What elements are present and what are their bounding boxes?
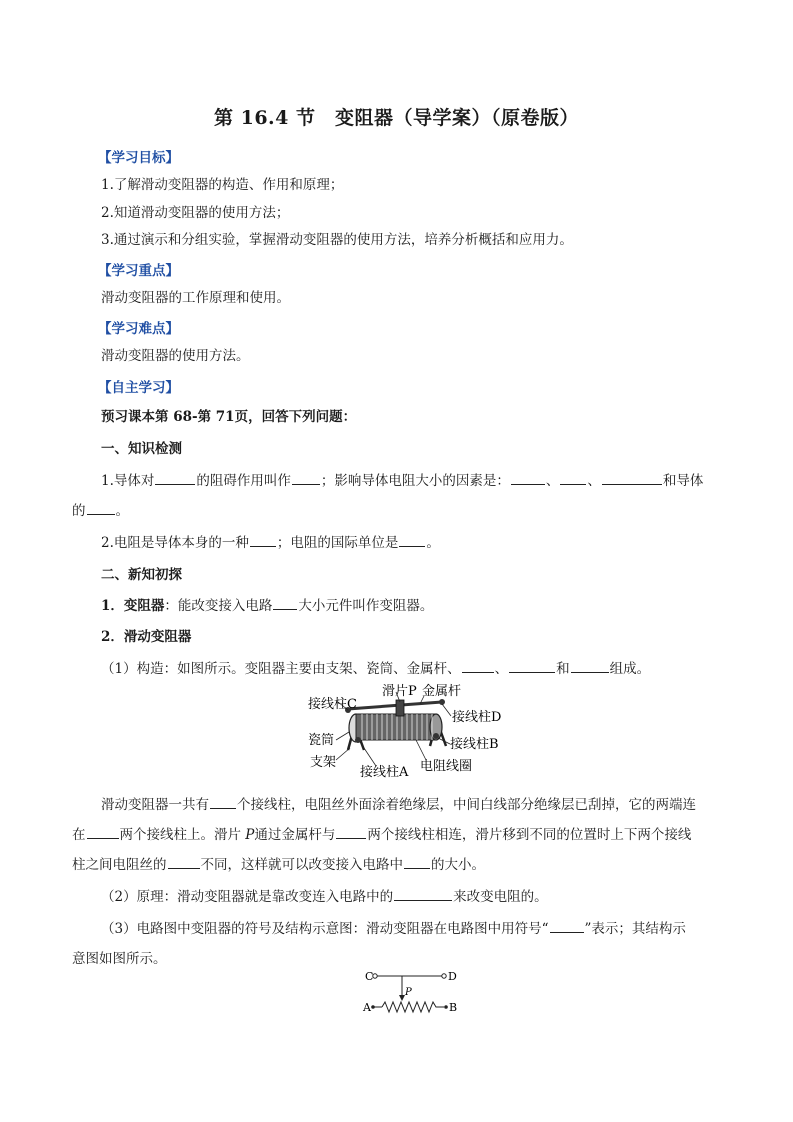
page-title: 第 16.4 节 变阻器（导学案）（原卷版）	[213, 107, 579, 129]
label-terminal-d: 接线柱D	[452, 710, 502, 725]
schematic-label-a: A	[363, 1001, 371, 1014]
label-metal-rod: 金属杆	[422, 684, 462, 699]
answer-blank[interactable]	[87, 502, 115, 515]
schematic-label-d: D	[448, 970, 457, 983]
answer-blank[interactable]	[87, 826, 119, 839]
answer-blank[interactable]	[404, 856, 430, 869]
answer-blank[interactable]	[462, 660, 494, 673]
section-1-varistor: 1．变阻器：能改变接入电路 大小元件叫作变阻器。	[101, 598, 434, 614]
preview-instruction: 预习课本第 68-第 71页，回答下列问题：	[101, 409, 357, 425]
self-study-heading: 【自主学习】	[98, 380, 179, 396]
key-points-heading: 【学习重点】	[98, 263, 179, 279]
symbol-question: （3）电路图中变阻器的符号及结构示意图：滑动变阻器在电路图中用符号“ ”表示；其结构示	[101, 921, 686, 937]
objectives-heading: 【学习目标】	[98, 150, 179, 166]
principle-question: （2）原理：滑动变阻器就是靠改变连入电路中的 来改变电阻的。	[101, 889, 548, 905]
answer-blank[interactable]	[511, 472, 545, 485]
answer-blank[interactable]	[292, 472, 320, 485]
answer-blank[interactable]	[399, 534, 425, 547]
objective-item: 1.了解滑动变阻器的构造、作用和原理；	[101, 177, 344, 193]
answer-blank[interactable]	[560, 472, 586, 485]
part1-heading: 一、知识检测	[101, 441, 182, 457]
question-1-continued: 的 。	[72, 503, 129, 519]
answer-blank[interactable]	[509, 660, 555, 673]
answer-blank[interactable]	[550, 920, 584, 933]
answer-blank[interactable]	[155, 472, 195, 485]
key-points-text: 滑动变阻器的工作原理和使用。	[101, 290, 290, 306]
label-bracket: 支架	[310, 755, 337, 770]
answer-blank[interactable]	[336, 826, 366, 839]
part2-heading: 二、新知初探	[101, 567, 182, 583]
symbol-question-continued: 意图如图所示。	[72, 951, 167, 967]
label-terminal-c: 接线柱C	[308, 697, 357, 712]
answer-blank[interactable]	[602, 472, 662, 485]
terminal-paragraph-line2: 在 两个接线柱上。滑片 P通过金属杆与 两个接线柱相连，滑片移到不同的位置时上下两个接线	[72, 827, 692, 843]
label-terminal-a: 接线柱A	[360, 765, 409, 780]
terminal-paragraph-line1: 滑动变阻器一共有 个接线柱，电阻丝外面涂着绝缘层，中间白线部分绝缘层已刮掉，它的两端连	[101, 797, 696, 813]
section-2-heading: 2．滑动变阻器	[101, 629, 192, 645]
question-2: 2.电阻是导体本身的一种 ；电阻的国际单位是 。	[101, 535, 440, 551]
difficulties-heading: 【学习难点】	[98, 321, 179, 337]
schematic-label-c: C	[365, 970, 374, 983]
label-ceramic-tube: 瓷筒	[308, 733, 335, 748]
label-terminal-b: 接线柱B	[450, 737, 499, 752]
answer-blank[interactable]	[210, 796, 236, 809]
rheostat-schematic	[360, 965, 460, 1017]
question-1: 1.导体对 的阻碍作用叫作 ；影响导体电阻大小的因素是： 、 、 和导体	[101, 473, 704, 489]
structure-question: （1）构造：如图所示。变阻器主要由支架、瓷筒、金属杆、 、 和 组成。	[101, 661, 651, 677]
label-slider-p: 滑片P	[382, 684, 417, 699]
answer-blank[interactable]	[250, 534, 276, 547]
terminal-paragraph-line3: 柱之间电阻丝的 不同，这样就可以改变接入电路中 的大小。	[72, 857, 485, 873]
objective-item: 3.通过演示和分组实验，掌握滑动变阻器的使用方法，培养分析概括和应用力。	[101, 232, 573, 248]
difficulties-text: 滑动变阻器的使用方法。	[101, 348, 250, 364]
answer-blank[interactable]	[571, 660, 609, 673]
objective-item: 2.知道滑动变阻器的使用方法；	[101, 205, 290, 221]
schematic-label-b: B	[449, 1001, 458, 1014]
schematic-label-p: P	[405, 987, 412, 998]
answer-blank[interactable]	[394, 888, 452, 901]
sliding-rheostat-figure	[296, 680, 526, 780]
answer-blank[interactable]	[168, 856, 200, 869]
answer-blank[interactable]	[273, 597, 297, 610]
label-coil: 电阻线圈	[420, 759, 473, 774]
